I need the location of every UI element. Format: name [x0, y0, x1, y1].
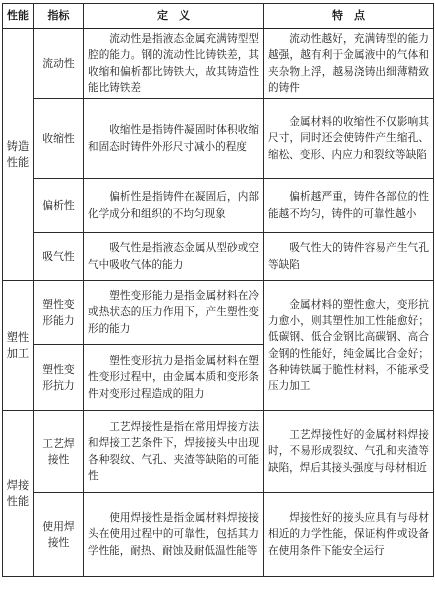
- category-casting: 铸造性能: [3, 29, 34, 281]
- definition-cell: 工艺焊接性是指在常用焊接方法和焊接工艺条件下，焊接接头中出现各种裂纹、气孔、夹渣等缺陷的可能性: [84, 411, 264, 493]
- table-header-row: [3, 4, 434, 29]
- table-row: [3, 493, 434, 577]
- header-category: 性能: [3, 4, 34, 29]
- indicator-cell: 塑性变形抗力: [34, 345, 84, 411]
- definition-cell: 吸气性是指液态金属从型砂或空气中吸收气体的能力: [84, 233, 264, 281]
- indicator-cell: 流动性: [34, 29, 84, 99]
- table-row: [3, 99, 434, 179]
- definition-cell: 塑性变形抗力是指金属材料在塑性变形过程中，由金属本质和变形条件对变形过程造成的阻力: [84, 345, 264, 411]
- indicator-cell: 工艺焊接性: [34, 411, 84, 493]
- table-row: [3, 29, 434, 99]
- category-welding: 焊接性能: [3, 411, 34, 577]
- table-row: [3, 233, 434, 281]
- indicator-cell: 偏析性: [34, 179, 84, 233]
- header-indicator: 指标: [34, 4, 84, 29]
- category-plastic: 塑性加工: [3, 281, 34, 411]
- table-row: [3, 281, 434, 345]
- table-row: [3, 411, 434, 493]
- indicator-cell: 塑性变形能力: [34, 281, 84, 345]
- feature-cell: 工艺焊接性好的金属材料焊接时，不易形成裂纹、气孔和夹渣等缺陷，焊后其接头强度与母材相近: [264, 411, 434, 493]
- feature-cell: 流动性越好，充满铸型的能力越强，越有利于金属液中的气体和夹杂物上浮，越易浇铸出细薄精致的铸件: [264, 29, 434, 99]
- header-definition: 定 义: [84, 4, 264, 29]
- feature-cell-shared: 金属材料的塑性愈大，变形抗力愈小，则其塑性加工性能愈好；低碳钢、低合金钢比高碳钢、高合金钢的性能好，纯金属比合金好；各种铸铁属于脆性材料，不能承受压力加工: [264, 281, 434, 411]
- indicator-cell: 吸气性: [34, 233, 84, 281]
- feature-cell: 偏析越严重，铸件各部位的性能越不均匀，铸件的可靠性越小: [264, 179, 434, 233]
- header-feature: 特 点: [264, 4, 434, 29]
- definition-cell: 流动性是指液态金属充满铸型型腔的能力。钢的流动性比铸铁差，其收缩和偏析都比铸铁大，故其铸造性能比铸铁差: [84, 29, 264, 99]
- properties-table: [2, 3, 434, 577]
- definition-cell: 收缩性是指铸件凝固时体积收缩和固态时铸件外形尺寸减小的程度: [84, 99, 264, 179]
- feature-cell: 吸气性大的铸件容易产生气孔等缺陷: [264, 233, 434, 281]
- table-row: [3, 179, 434, 233]
- feature-cell: 焊接性好的接头应具有与母材相近的力学性能，保证构件或设备在使用条件下能安全运行: [264, 493, 434, 577]
- indicator-cell: 使用焊接性: [34, 493, 84, 577]
- feature-cell: 金属材料的收缩性不仅影响其尺寸，同时还会使铸件产生缩孔、缩松、变形、内应力和裂纹等缺陷: [264, 99, 434, 179]
- definition-cell: 使用焊接性是指金属材料焊接接头在使用过程中的可靠性，包括其力学性能，耐热、耐蚀及耐低温性能等: [84, 493, 264, 577]
- definition-cell: 塑性变形能力是指金属材料在冷或热状态的压力作用下，产生塑性变形的能力: [84, 281, 264, 345]
- definition-cell: 偏析性是指铸件在凝固后，内部化学成分和组织的不均匀现象: [84, 179, 264, 233]
- indicator-cell: 收缩性: [34, 99, 84, 179]
